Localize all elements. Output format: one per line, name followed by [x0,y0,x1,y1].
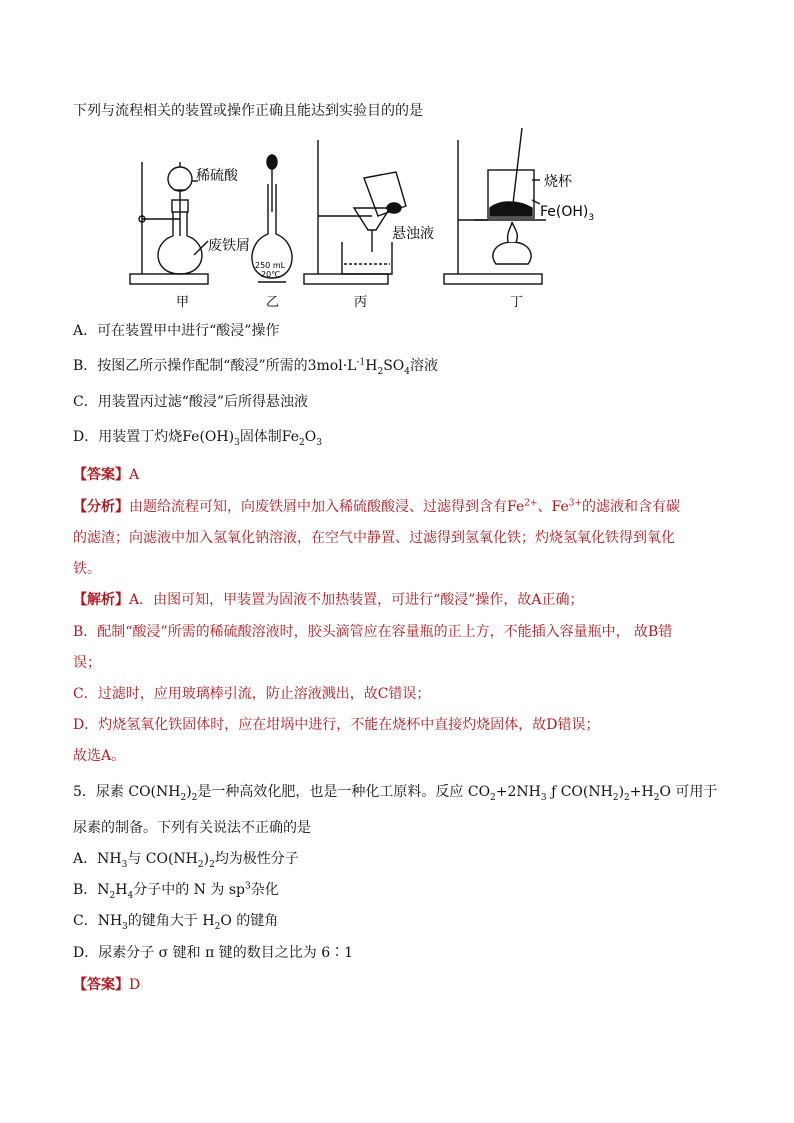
q4-explain-b-2: 误； [73,655,101,671]
stand-base-ding [444,274,542,284]
q4-analysis-line-3: 铁。 [73,561,101,577]
label-feoh3: $Fe(OH)_3$ [540,204,595,223]
q4-conclusion: 故选A。 [73,748,126,764]
q4-answer: 【答案】A [73,467,140,483]
q5-stem-line-2: 尿素的制备。下列有关说法不正确的是 [73,820,311,836]
label-beaker: 烧杯 [544,174,572,190]
q4-explain-c: C．过滤时，应用玻璃棒引流，防止溶液溅出，故C错误； [73,686,431,702]
q4-option-a: A．可在装置甲中进行“酸浸”操作 [73,323,280,339]
label-flask-temp: 20℃ [261,270,281,279]
alcohol-lamp [493,242,531,264]
caption-ding: 丁 [510,295,524,310]
separatory-funnel [168,167,192,191]
q4-explain-d: D．灼烧氢氧化铁固体时，应在坩埚中进行，不能在烧杯中直接灼烧固体，故D错误； [73,717,600,733]
q5-option-d: D．尿素分子 σ 键和 π 键的数目之比为 6∶1 [73,945,354,961]
q4-option-d: D．用装置丁灼烧$Fe(OH)_3$固体制$Fe_2O_3$ [73,429,322,448]
dropper-bulb [267,155,277,169]
caption-jia: 甲 [176,295,190,310]
q4-option-c: C．用装置丙过滤“酸浸”后所得悬浊液 [73,394,309,410]
q4-explain-a: 【解析】A．由图可知，甲装置为固液不加热装置，可进行“酸浸”操作，故A正确； [73,592,584,608]
q5-option-a: A．$NH_3$与 $CO(NH_2)_2$均为极性分子 [73,851,299,870]
stand-base-bing [304,274,388,284]
q4-option-b: B．按图乙所示操作配制“酸浸”所需的$3mol\cdot L^{-1}H_2SO_4$溶液 [73,357,438,377]
label-suspension: 悬浊液 [392,226,434,242]
q5-stem-line-1: 5．尿素 $CO(NH_2)_2$是一种高效化肥，也是一种化工原料。反应 $CO_2+2NH_3$ ƒ $CO(NH_2)_2+H_2O$ 可用于 [73,784,718,803]
q4-stem: 下列与流程相关的装置或操作正确且能达到实验目的的是 [73,103,423,119]
q4-explain-b-1: B．配制“酸浸”所需的稀硫酸溶液时，胶头滴管应在容量瓶的正上方，不能插入容量瓶中， 故B错 [73,624,673,640]
q4-analysis-line-1: 【分析】由题给流程可知，向废铁屑中加入稀硫酸酸浸、过滤得到含有$Fe^{2+}$、$Fe^{3+}$的滤液和含有碳 [73,498,681,515]
q5-option-b: B．$N_2H_4$分子中的 N 为 $sp^3$杂化 [73,881,279,901]
caption-yi: 乙 [266,295,280,310]
filter-funnel [354,208,390,230]
caption-bing: 丙 [354,295,368,310]
q5-answer: 【答案】D [73,977,141,993]
label-scrap-iron: 废铁屑 [208,238,250,254]
label-dilute-acid: 稀硫酸 [196,168,238,184]
apparatus-figure [128,124,640,314]
stand-base-jia [130,274,208,284]
round-flask [158,236,202,274]
label-flask-volume: 250 mL [255,261,286,270]
q4-analysis-line-2: 的滤渣；向滤液中加入氢氧化钠溶液，在空气中静置、过滤得到氢氧化铁；灼烧氢氧化铁得到氧化 [73,530,675,546]
beaker-bing [342,242,392,274]
q5-option-c: C．$NH_3$的键角大于 $H_2O$ 的键角 [73,913,279,932]
